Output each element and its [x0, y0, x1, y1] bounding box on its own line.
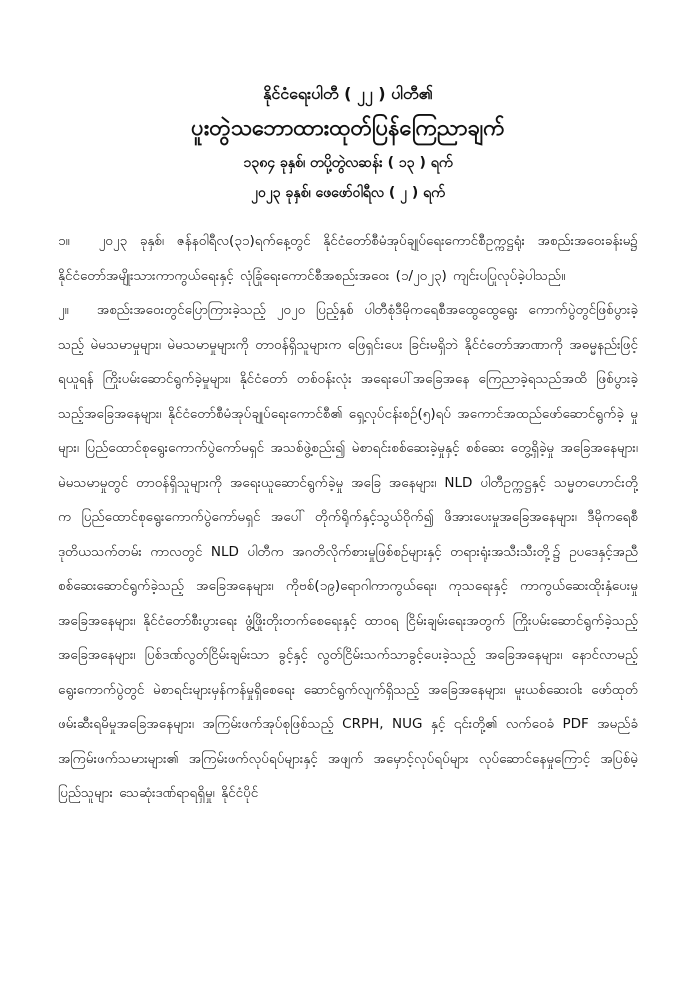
paragraph-1: [58, 224, 638, 293]
paragraph-number: ၁။: [58, 233, 70, 249]
document-header: [58, 80, 638, 208]
document-body: [58, 224, 638, 811]
party-heading: နိုင်ငံရေးပါတီ ( ၂၂ ) ပါတီ၏: [263, 84, 433, 103]
paragraph-number: ၂။: [58, 302, 69, 318]
myanmar-calendar-date: ၁၃၈၄ ခုနှစ်၊ တပို့တွဲလဆန်း ( ၁၃ ) ရက်: [243, 155, 453, 171]
paragraph-2: [58, 293, 638, 811]
paragraph-text: အစည်းအဝေးတွင်ပြောကြားခဲ့သည့် ၂၀၂၀ ပြည့်နှစ် ပါတီစုံဒီမိုကရေစီအထွေထွေရွေး ကောက်ပွဲတွင်ဖြစ်ပွားခဲ့သည့် မဲမသမာမှုများ၊ မဲမသမာမှုများကို တာဝန်ရှိသူများက ဖြေရှင်းပေး ခြင်းမရှိဘဲ နိုင်ငံတော်အာဏာကို အဓမ္မနည်းဖြင့်ရယူရန် ကြိုးပမ်းဆောင်ရွက်ခဲ့မှုများ၊ နိုင်ငံတော် တစ်ဝန်းလုံး အရေးပေါ်အခြေအနေ ကြေညာခဲ့ရသည်အထိ ဖြစ်ပွားခဲ့သည့်အခြေအနေများ၊ နိုင်ငံတော်စီမံအုပ်ချုပ်ရေးကောင်စီ၏ ရှေ့လုပ်ငန်းစဉ်(၅)ရပ် အကောင်အထည်ဖော်ဆောင်ရွက်ခဲ့ မှုများ၊ ပြည်ထောင်စုရွေးကောက်ပွဲကော်မရှင် အသစ်ဖွဲ့စည်း၍ မဲစာရင်းစစ်ဆေးခဲ့မှုနှင့် စစ်ဆေး တွေ့ရှိခဲ့မှု အခြေအနေများ၊ မဲမသမာမှုတွင် တာဝန်ရှိသူများကို အရေးယူဆောင်ရွက်ခဲ့မှု အခြေ အနေများ၊ NLD ပါတီဥက္ကဋ္ဌနှင့် သမ္မတဟောင်းတို့က ပြည်ထောင်စုရွေးကောက်ပွဲကော်မရှင် အပေါ် တိုက်ရိုက်နှင့်သွယ်ဝိုက်၍ ဖိအားပေးမှုအခြေအနေများ၊ ဒီမိုကရေစီ ဒုတိယသက်တမ်း ကာလတွင် NLD ပါတီက အဂတိလိုက်စားမှုဖြစ်စဉ်များနှင့် တရားရုံးအသီးသီးတို့၌ ဥပဒေနှင့်အညီ စစ်ဆေးဆောင်ရွက်ခဲ့သည့် အခြေအနေများ၊ ကိုဗစ်(၁၉)ရောဂါကာကွယ်ရေး၊ ကုသရေးနှင့် ကာကွယ်ဆေးထိုးနှံပေးမှု အခြေအနေများ၊ နိုင်ငံတော်စီးပွားရေး ဖွံ့ဖြိုးတိုးတက်စေရေးနှင့် ထာဝရ ငြိမ်းချမ်းရေးအတွက် ကြိုးပမ်းဆောင်ရွက်ခဲ့သည့် အခြေအနေများ၊ ပြစ်ဒဏ်လွတ်ငြိမ်းချမ်းသာ ခွင့်နှင့် လွတ်ငြိမ်းသက်သာခွင့်ပေးခဲ့သည့် အခြေအနေများ၊ နောင်လာမည့်ရွေးကောက်ပွဲတွင် မဲစာရင်းများမှန်ကန်မှုရှိစေရေး ဆောင်ရွက်လျက်ရှိသည့် အခြေအနေများ၊ မူးယစ်ဆေးဝါး ဖော်ထုတ်ဖမ်းဆီးရမိမှုအခြေအနေများ၊ အကြမ်းဖက်အုပ်စုဖြစ်သည့် CRPH, NUG နှင့် ၎င်းတို့၏ လက်ဝေခံ PDF အမည်ခံ အကြမ်းဖက်သမားများ၏ အကြမ်းဖက်လုပ်ရပ်များနှင့် အဖျက် အမှောင့်လုပ်ရပ်များ လုပ်ဆောင်နေမှုကြောင့် အပြစ်မဲ့ပြည်သူများ သေဆုံးဒဏ်ရာရရှိမှု၊ နိုင်ငံပိုင်: [58, 302, 638, 801]
statement-title: ပူးတွဲသဘောထားထုတ်ပြန်ကြေညာချက်: [191, 116, 505, 141]
gregorian-date: ၂၀၂၃ ခုနှစ်၊ ဖေဖော်ဝါရီလ ( ၂ ) ရက်: [251, 185, 445, 201]
paragraph-text: ၂၀၂၃ ခုနှစ်၊ ဇန်နဝါရီလ(၃၁)ရက်နေ့တွင် နိုင်ငံတော်စီမံအုပ်ချုပ်ရေးကောင်စီဥက္ကဋ္ဌရုံး အစည်းအဝေးခန်းမ၌ နိုင်ငံတော်အမျိုးသားကာကွယ်ရေးနှင့် လုံခြုံရေးကောင်စီအစည်းအဝေး (၁/၂၀၂၃) ကျင်းပပြုလုပ်ခဲ့ပါသည်။: [58, 233, 638, 284]
